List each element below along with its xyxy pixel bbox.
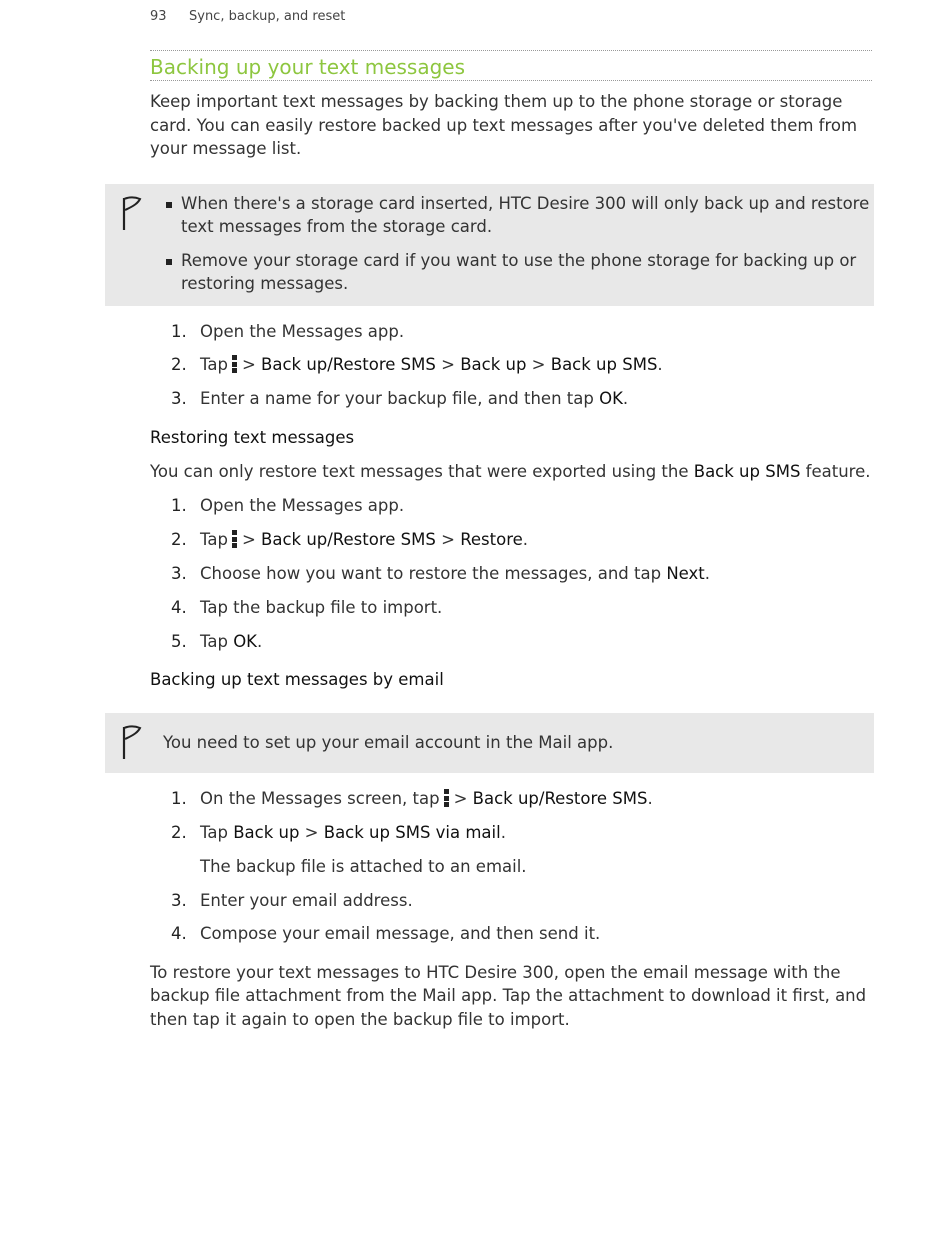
more-menu-icon	[232, 355, 237, 373]
step-note: The backup file is attached to an email.	[200, 856, 527, 876]
step-item: 4. Compose your email message, and then send it.	[171, 924, 601, 944]
bullet-icon	[166, 202, 172, 208]
page-number: 93	[150, 9, 167, 24]
page-content	[150, 50, 872, 1031]
note-text: You need to set up your email account in the Mail app.	[163, 732, 614, 752]
step-item: 4. Tap the backup file to import.	[171, 597, 443, 617]
flag-icon	[121, 725, 143, 761]
step-item: 3. Choose how you want to restore the messages, and tap Next.	[171, 563, 711, 583]
section-title: Backing up your text messages	[150, 50, 872, 81]
step-item: 3. Enter your email address.	[171, 890, 413, 910]
more-menu-icon	[444, 789, 449, 807]
step-item: 5. Tap OK.	[171, 631, 263, 651]
note-box-email	[105, 713, 874, 774]
email-steps	[150, 787, 872, 844]
more-menu-icon	[232, 530, 237, 548]
backup-steps	[150, 320, 872, 411]
page-header	[150, 9, 345, 24]
intro-paragraph: Keep important text messages by backing them up to the phone storage or storage card. You can easily restore backed up text messages after you've deleted them from your message list.	[150, 92, 858, 158]
restore-intro: You can only restore text messages that were exported using the Back up SMS feature.	[150, 462, 871, 482]
step-item: 1. Open the Messages app.	[171, 496, 405, 516]
bullet-icon	[166, 259, 172, 265]
step-item: 2. Tap Back up > Back up SMS via mail.	[171, 823, 506, 843]
restore-heading: Restoring text messages	[150, 427, 355, 447]
step-item: 2. Tap > Back up/Restore SMS > Restore.	[171, 530, 529, 550]
flag-icon	[121, 196, 143, 232]
chapter-title: Sync, backup, and reset	[189, 9, 346, 24]
restore-steps	[150, 494, 872, 653]
note-item: When there's a storage card inserted, HTC Desire 300 will only back up and restore text messages from the storage card.	[181, 192, 874, 239]
note-item: Remove your storage card if you want to use the phone storage for backing up or restoring messages.	[181, 249, 874, 296]
email-heading: Backing up text messages by email	[150, 670, 444, 690]
outro-paragraph: To restore your text messages to HTC Desire 300, open the email message with the backup file attachment from the Mail app. Tap the attachment to download it first, and then tap it again to open the backup file to import.	[150, 962, 867, 1029]
step-item: 2. Tap > Back up/Restore SMS > Back up > Back up SMS.	[171, 355, 663, 375]
step-item: 3. Enter a name for your backup file, and then tap OK.	[171, 389, 629, 409]
step-item: 1. Open the Messages app.	[171, 321, 405, 341]
email-steps-continued	[150, 889, 872, 946]
step-item: 1. On the Messages screen, tap > Back up/Restore SMS.	[171, 789, 653, 809]
note-box-storage	[105, 184, 874, 306]
note-list	[105, 184, 874, 306]
